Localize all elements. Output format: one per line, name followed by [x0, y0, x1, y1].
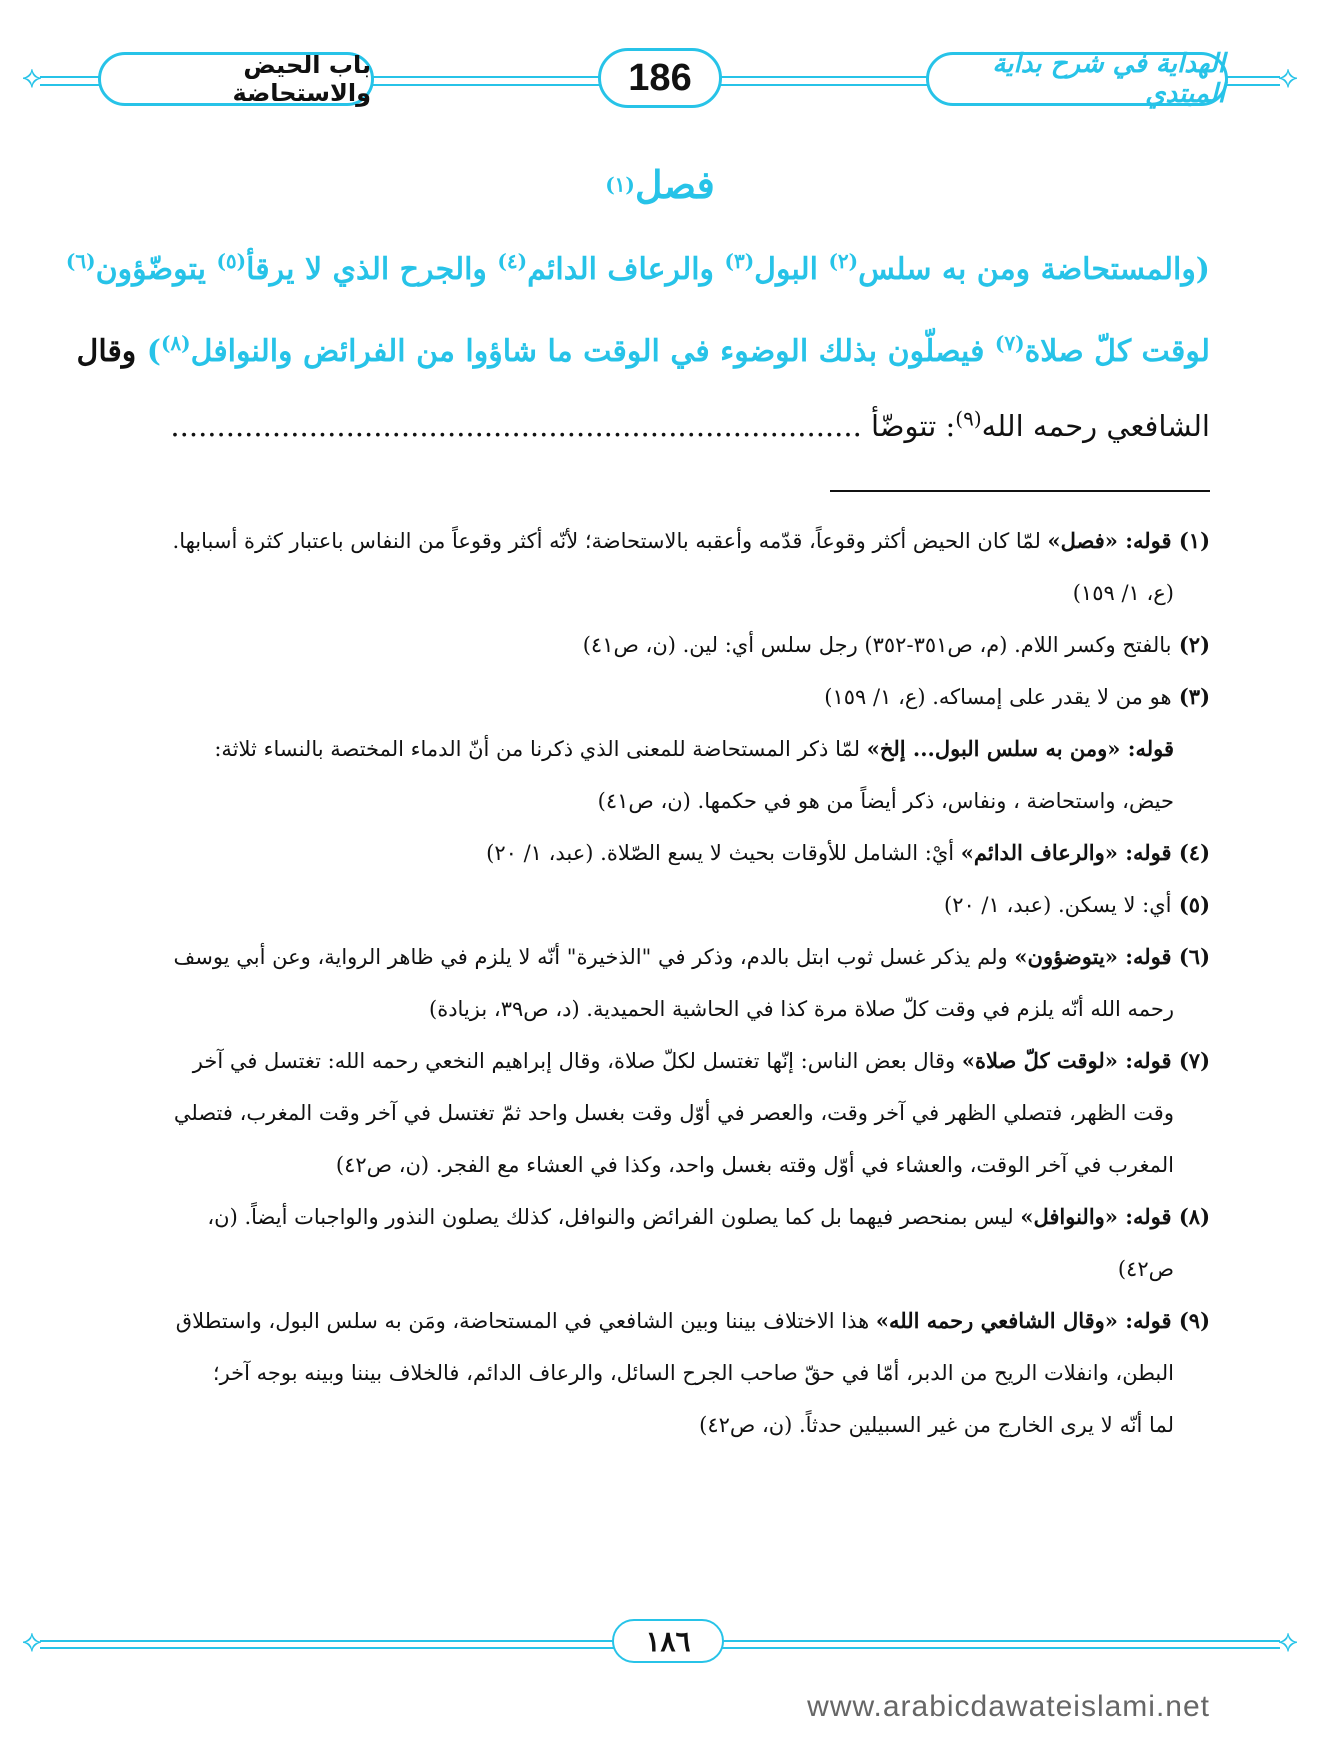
footnote-text: لما أنّه لا يرى الخارج من غير السبيلين حدثاً. (ن، ص٤٢) — [699, 1413, 1174, 1437]
footnote-label: (٢) — [1171, 632, 1210, 657]
footnote-keyword: «فصل» — [1047, 528, 1118, 553]
ornament-left-icon: ⟡ — [22, 1624, 42, 1659]
footnote-4 — [110, 827, 1210, 879]
ornament-right-icon: ⟡ — [1278, 1624, 1298, 1659]
footnote-text: (ع، ١/ ١٥٩) — [1072, 581, 1174, 605]
footnote-3-addendum — [110, 723, 1210, 827]
footnote-separator — [830, 490, 1210, 492]
heading-text: فصل — [634, 162, 715, 207]
footnote-text: هو من لا يقدر على إمساكه. (ع، ١/ ١٥٩) — [824, 685, 1172, 709]
matn-segment: (والمستحاضة ومن به سلس — [858, 252, 1210, 287]
section-heading — [0, 162, 1320, 207]
footnote-keyword: «والنوافل» — [1020, 1204, 1118, 1229]
footnote-text: لمّا ذكر المستحاضة للمعنى الذي ذكرنا من أنّ الدماء المختصة بالنساء ثلاثة: — [214, 737, 867, 761]
footnote-label: (١) قوله: — [1117, 528, 1210, 553]
footnote-keyword: «يتوضؤون» — [1014, 944, 1118, 969]
footer-page-number: ١٨٦ — [645, 1624, 691, 1658]
footnote-keyword: «ومن به سلس البول... إلخ» — [866, 736, 1121, 761]
footnote-ref: (٢) — [828, 249, 859, 273]
commentary-segment: وقال — [76, 334, 147, 369]
footnote-text: لمّا كان الحيض أكثر وقوعاً، قدّمه وأعقبه بالاستحاضة؛ لأنّه أكثر وقوعاً من النفاس باعتبار كثرة أسبابها. — [172, 529, 1048, 553]
matn-segment: لوقت كلّ صلاة — [1024, 334, 1210, 369]
footnote-text: وقال بعض الناس: إنّها تغتسل لكلّ صلاة، وقال إبراهيم النخعي رحمه الله: تغتسل في آخر — [192, 1049, 962, 1073]
footnote-ref: (٦) — [65, 249, 96, 273]
matn-segment: البول — [754, 252, 829, 287]
matn-segment: فيصلّون بذلك الوضوء في الوقت ما شاؤوا من الفرائض والنوافل — [190, 334, 995, 369]
footnote-text: حيض، واستحاضة ، ونفاس، ذكر أيضاً من هو في حكمها. (ن، ص٤١) — [597, 789, 1174, 813]
footnote-ref: (٥) — [216, 249, 247, 273]
footnote-5 — [110, 879, 1210, 931]
footnote-keyword: «لوقت كلّ صلاة» — [961, 1048, 1118, 1073]
footnote-label: (٩) قوله: — [1117, 1308, 1210, 1333]
heading-footnote-ref: (١) — [605, 172, 635, 197]
footnote-text: ولم يذكر غسل ثوب ابتل بالدم، وذكر في "الذخيرة" أنّه لا يلزم في ظاهر الرواية، وعن أبي يوسف — [173, 945, 1015, 969]
footnote-1 — [110, 515, 1210, 619]
ornament-left-icon: ⟡ — [22, 60, 42, 95]
footnote-ref: (٤) — [497, 249, 528, 273]
matn-segment: يتوضّؤون — [95, 252, 217, 287]
commentary-segment: الشافعي رحمه الله — [981, 409, 1210, 443]
footnote-text: المغرب في آخر الوقت، والعشاء في أوّل وقته بغسل واحد، وكذا في العشاء مع الفجر. (ن، ص٤٢) — [335, 1153, 1174, 1177]
footnote-8 — [110, 1191, 1210, 1295]
website-url[interactable]: www.arabicdawateislami.net — [807, 1690, 1210, 1723]
footnote-text: البطن، وانفلات الريح من الدبر، أمّا في حقّ صاحب الجرح السائل، والرعاف الدائم، فالخلاف بيننا وبينه بوجه آخر؛ — [212, 1361, 1174, 1385]
book-title-box — [926, 49, 1228, 109]
footnote-ref: (٣) — [724, 249, 755, 273]
page-number-box — [598, 48, 722, 108]
matn-segment: والجرح الذي لا يرقأ — [246, 252, 498, 287]
commentary-segment: : تتوضّأ ........................................................................... — [170, 409, 956, 443]
footnote-2 — [110, 619, 1210, 671]
footnote-text: ص٤٢) — [1117, 1257, 1174, 1281]
footnote-label: (٣) — [1171, 684, 1210, 709]
footnote-label: (٥) — [1171, 892, 1210, 917]
chapter-title: باب الحيض والاستحاضة — [232, 51, 371, 107]
footnote-keyword: «وقال الشافعي رحمه الله» — [875, 1308, 1118, 1333]
footnote-text: هذا الاختلاف بيننا وبين الشافعي في المستحاضة، ومَن به سلس البول، واستطلاق — [175, 1309, 876, 1333]
matn-segment: والرعاف الدائم — [527, 252, 725, 287]
footnote-label: (٤) قوله: — [1117, 840, 1210, 865]
footnotes — [110, 515, 1210, 1451]
chapter-title-box — [98, 52, 374, 106]
footnote-9 — [110, 1295, 1210, 1451]
footnote-ref: (٩) — [955, 406, 982, 431]
footnote-3 — [110, 671, 1210, 723]
footnote-text: رحمه الله أنّه يلزم في وقت كلّ صلاة مرة كذا في الحاشية الحميدية. (د، ص٣٩، بزيادة) — [429, 997, 1174, 1021]
footnote-7 — [110, 1035, 1210, 1191]
page-number: 186 — [628, 56, 692, 99]
footnote-label: قوله: — [1120, 736, 1174, 761]
footnote-ref: (٧) — [994, 331, 1025, 355]
footnote-label: (٨) قوله: — [1117, 1204, 1210, 1229]
footer-page-number-box — [612, 1619, 724, 1663]
footnote-text: أي: لا يسكن. (عبد، ١/ ٢٠) — [943, 893, 1172, 917]
footnote-text: ليس بمنحصر فيهما بل كما يصلون الفرائض والنوافل، كذلك يصلون النذور والواجبات أيضاً. (ن، — [207, 1205, 1021, 1229]
ornament-right-icon: ⟡ — [1278, 60, 1298, 95]
book-title: الهداية في شرح بداية المبتدي — [992, 49, 1225, 109]
footnote-6 — [110, 931, 1210, 1035]
footnote-label: (٧) قوله: — [1117, 1048, 1210, 1073]
footnote-label: (٦) قوله: — [1117, 944, 1210, 969]
main-text-line-3 — [110, 402, 1210, 450]
footnote-text: بالفتح وكسر اللام. (م، ص٣٥١-٣٥٢) رجل سلس أي: لين. (ن، ص٤١) — [582, 633, 1172, 657]
footnote-keyword: «والرعاف الدائم» — [960, 840, 1118, 865]
footnote-text: وقت الظهر، فتصلي الظهر في آخر وقت، والعصر في أوّل وقت بغسل واحد ثمّ تغتسل في آخر وقت المغرب، فتصلي — [173, 1101, 1174, 1125]
main-text-line-2 — [76, 328, 1210, 376]
matn-segment: ) — [146, 334, 161, 369]
footnote-ref: (٨) — [160, 331, 191, 355]
footnote-text: أيْ: الشامل للأوقات بحيث لا يسع الصّلاة. (عبد، ١/ ٢٠) — [486, 841, 961, 865]
main-text-line-1 — [65, 246, 1210, 294]
